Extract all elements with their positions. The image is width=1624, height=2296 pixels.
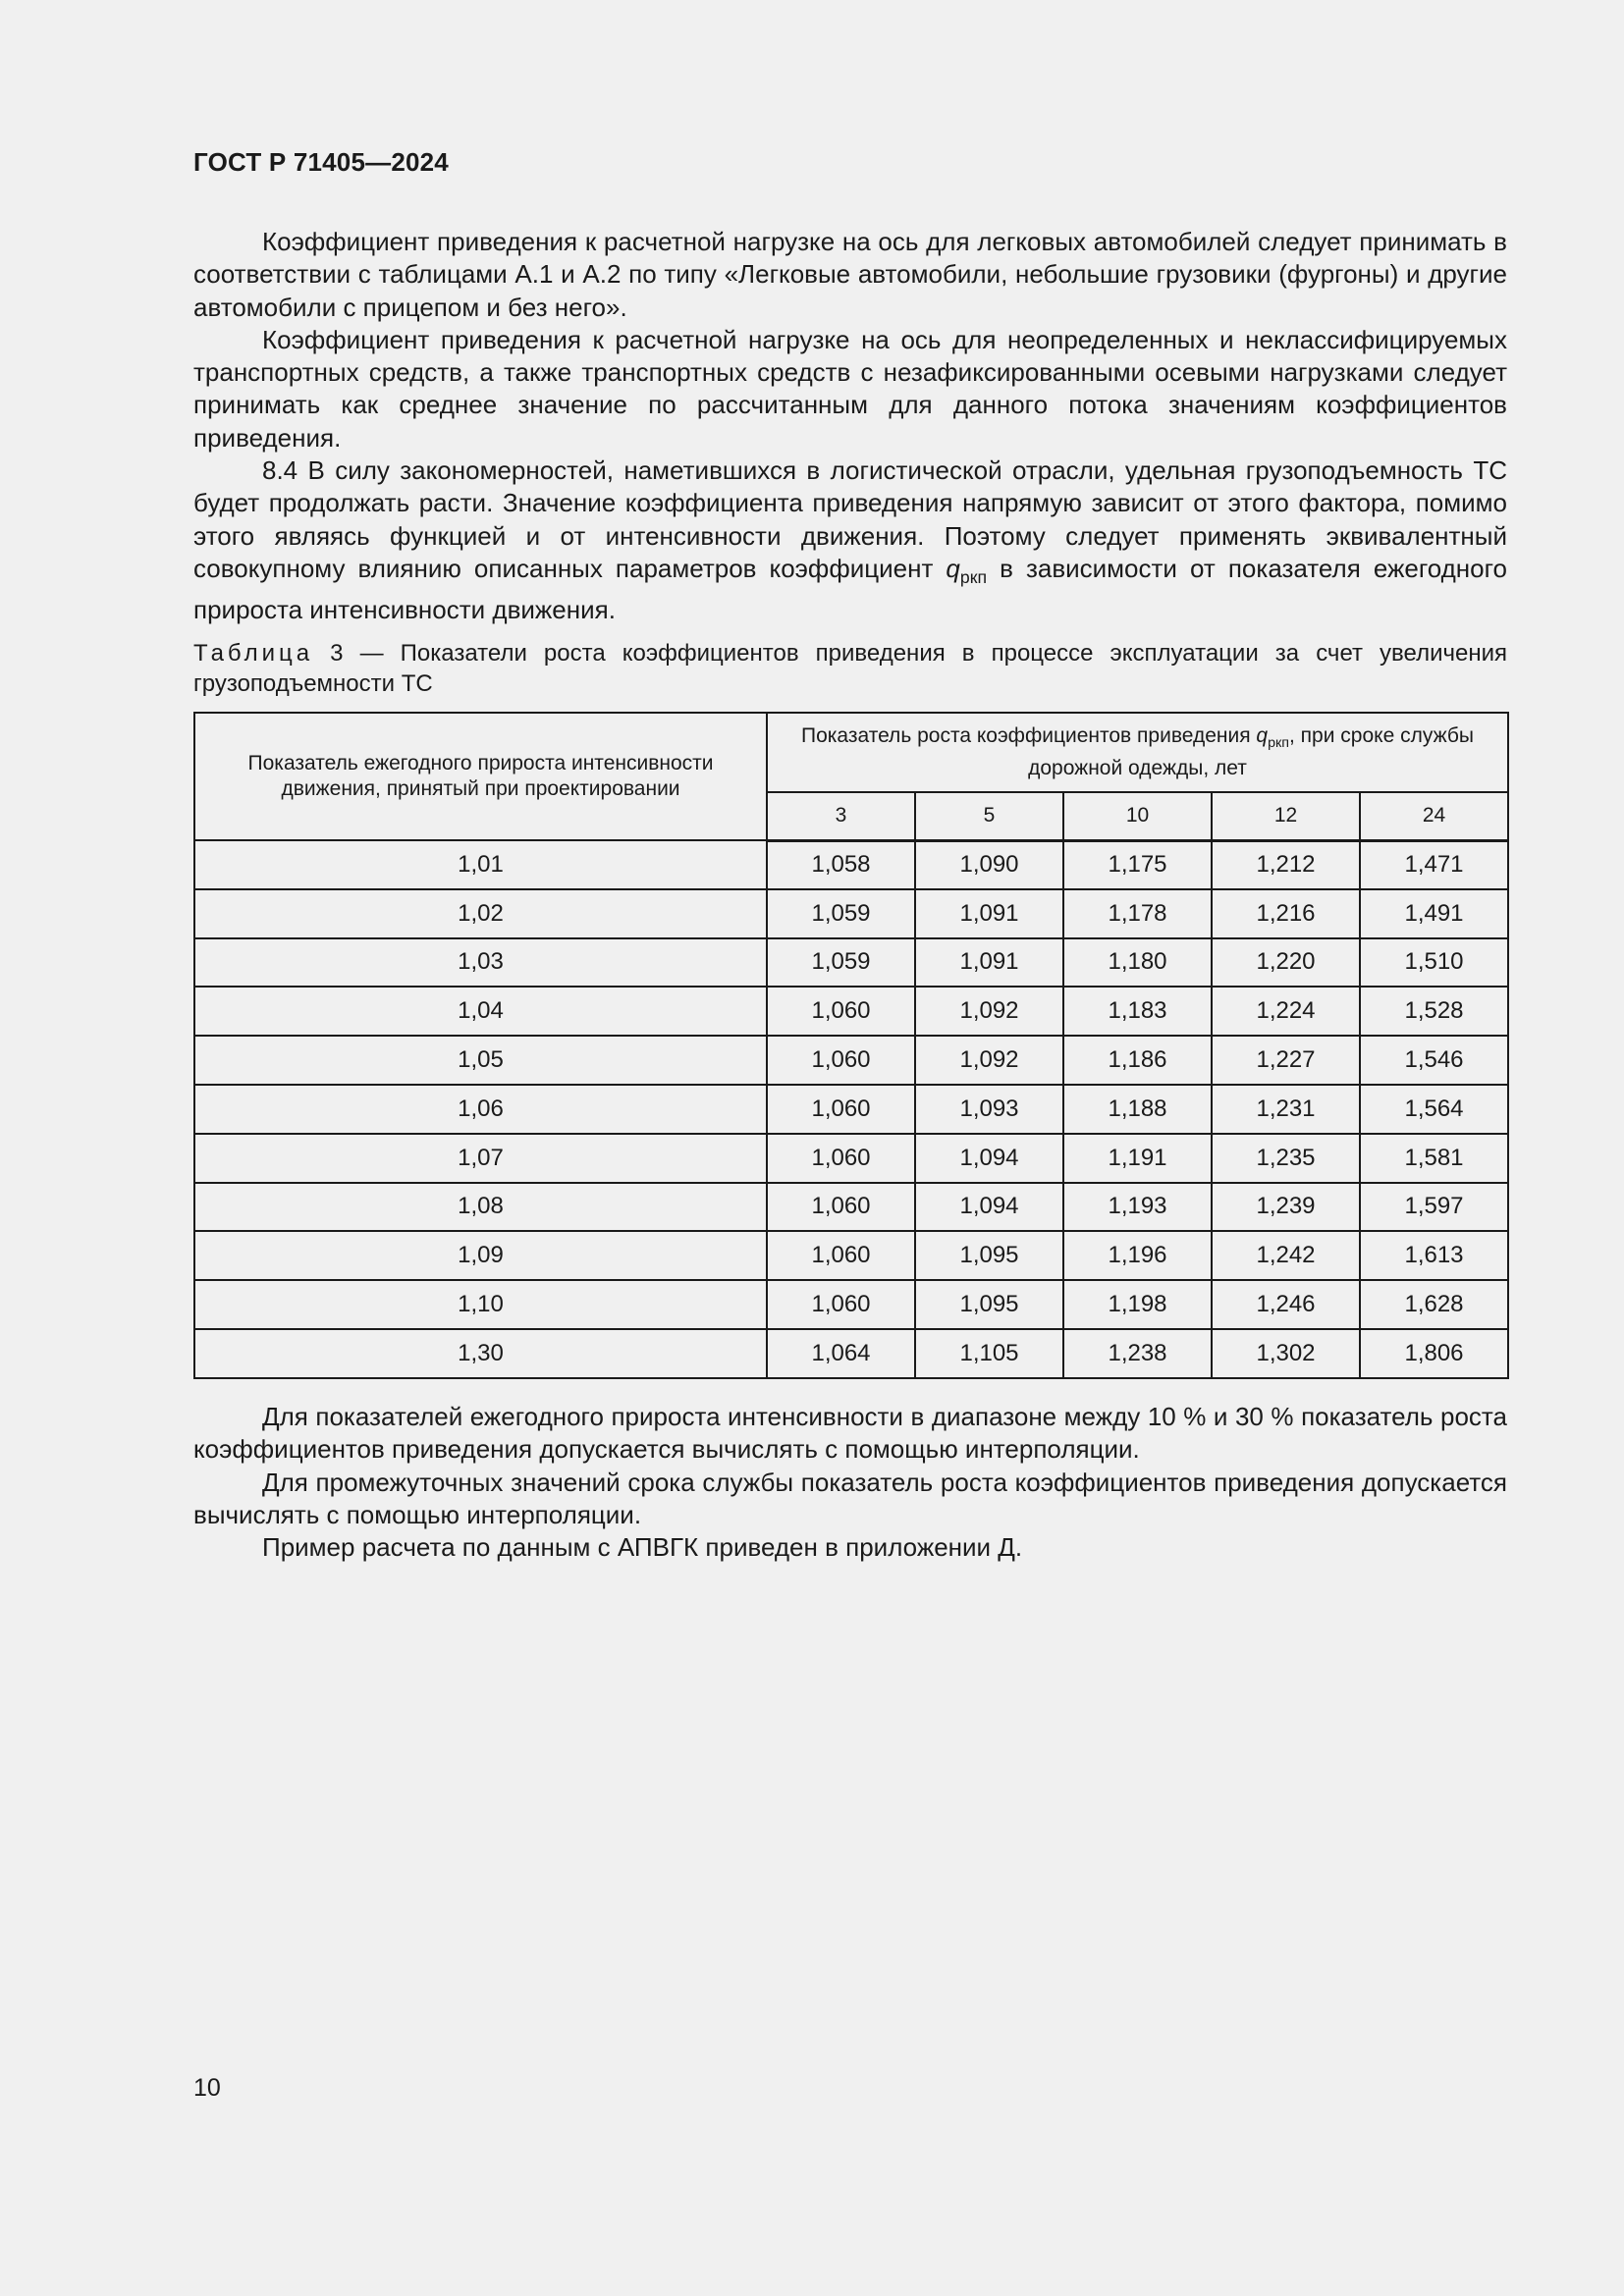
coefficient-cell: 1,239 <box>1212 1183 1360 1232</box>
coefficient-cell: 1,471 <box>1360 840 1508 889</box>
table-row <box>194 1036 1508 1085</box>
coefficient-cell: 1,093 <box>915 1085 1063 1134</box>
coefficient-cell: 1,188 <box>1063 1085 1212 1134</box>
coefficient-cell: 1,092 <box>915 987 1063 1036</box>
coefficient-cell: 1,546 <box>1360 1036 1508 1085</box>
table-row <box>194 1280 1508 1329</box>
growth-index-cell: 1,04 <box>194 987 767 1036</box>
coefficient-cell: 1,183 <box>1063 987 1212 1036</box>
coefficient-cell: 1,060 <box>767 1036 915 1085</box>
growth-index-cell: 1,05 <box>194 1036 767 1085</box>
growth-index-cell: 1,07 <box>194 1134 767 1183</box>
coefficient-cell: 1,235 <box>1212 1134 1360 1183</box>
growth-index-cell: 1,01 <box>194 840 767 889</box>
coefficient-cell: 1,060 <box>767 1134 915 1183</box>
growth-index-cell: 1,10 <box>194 1280 767 1329</box>
header-symbol: q <box>1256 723 1269 747</box>
coefficient-cell: 1,094 <box>915 1134 1063 1183</box>
table-row <box>194 938 1508 988</box>
header-text: Показатель роста коэффициентов приведения <box>800 723 1257 747</box>
coefficient-cell: 1,092 <box>915 1036 1063 1085</box>
coefficient-cell: 1,510 <box>1360 938 1508 988</box>
table-body <box>194 840 1508 1378</box>
coefficient-symbol: q <box>946 553 960 583</box>
table-row <box>194 889 1508 938</box>
column-header-year: 5 <box>915 792 1063 840</box>
document-header: ГОСТ Р 71405—2024 <box>193 147 449 177</box>
coefficient-cell: 1,178 <box>1063 889 1212 938</box>
coefficient-cell: 1,060 <box>767 1085 915 1134</box>
coefficient-cell: 1,059 <box>767 889 915 938</box>
coefficient-cell: 1,224 <box>1212 987 1360 1036</box>
header-subscript: ркп <box>1268 735 1290 752</box>
table-caption-text: 3 — Показатели роста коэффициентов приведения в процессе эксплуатации за счет увеличения грузоподъемности ТС <box>193 640 1507 697</box>
table-row <box>194 1085 1508 1134</box>
column-header-year: 10 <box>1063 792 1212 840</box>
coefficient-cell: 1,227 <box>1212 1036 1360 1085</box>
coefficient-cell: 1,064 <box>767 1329 915 1378</box>
paragraph: Для промежуточных значений срока службы показатель роста коэффициентов приведения допускается вычислять с помощью интерполяции. <box>193 1467 1507 1529</box>
page-number: 10 <box>193 2074 221 2102</box>
table-row <box>194 1183 1508 1232</box>
coefficient-cell: 1,597 <box>1360 1183 1508 1232</box>
paragraph: Для показателей ежегодного прироста интенсивности в диапазоне между 10 % и 30 % показатель роста коэффициентов приведения допускается вычислять с помощью интерполяции. <box>193 1402 1507 1465</box>
column-header-year: 24 <box>1360 792 1508 840</box>
coefficient-cell: 1,246 <box>1212 1280 1360 1329</box>
growth-index-cell: 1,03 <box>194 938 767 988</box>
paragraph-8-4 <box>193 454 1507 627</box>
coefficient-cell: 1,193 <box>1063 1183 1212 1232</box>
coefficient-table <box>193 712 1509 1379</box>
table-row <box>194 987 1508 1036</box>
coefficient-cell: 1,060 <box>767 1280 915 1329</box>
coefficient-cell: 1,058 <box>767 840 915 889</box>
growth-index-cell: 1,08 <box>194 1183 767 1232</box>
growth-index-cell: 1,09 <box>194 1231 767 1280</box>
table-row <box>194 840 1508 889</box>
coefficient-cell: 1,491 <box>1360 889 1508 938</box>
coefficient-cell: 1,216 <box>1212 889 1360 938</box>
coefficient-subscript: ркп <box>959 567 988 588</box>
coefficient-cell: 1,231 <box>1212 1085 1360 1134</box>
coefficient-cell: 1,198 <box>1063 1280 1212 1329</box>
coefficient-cell: 1,060 <box>767 987 915 1036</box>
header-text: , при сроке службы дорожной одежды, лет <box>1028 723 1474 780</box>
table-caption <box>193 638 1507 699</box>
growth-index-cell: 1,02 <box>194 889 767 938</box>
coefficient-cell: 1,196 <box>1063 1231 1212 1280</box>
growth-index-cell: 1,30 <box>194 1329 767 1378</box>
paragraph-text: 8.4 В силу закономерностей, наметившихся в логистической отрасли, удельная грузоподъемность ТС будет продолжать расти. Значение коэффициента приведения напрямую зависит от этого фактора, помимо этого являясь функцией и от интенсивности движения. Поэтому следует применять эквивалентный совокупному влиянию описанных параметров коэффициент <box>193 455 1507 583</box>
coefficient-cell: 1,175 <box>1063 840 1212 889</box>
body-text-top <box>193 226 1507 627</box>
table-row <box>194 1329 1508 1378</box>
coefficient-cell: 1,212 <box>1212 840 1360 889</box>
coefficient-cell: 1,186 <box>1063 1036 1212 1085</box>
coefficient-cell: 1,180 <box>1063 938 1212 988</box>
coefficient-cell: 1,059 <box>767 938 915 988</box>
coefficient-cell: 1,105 <box>915 1329 1063 1378</box>
coefficient-cell: 1,090 <box>915 840 1063 889</box>
column-group-header <box>767 713 1508 792</box>
coefficient-cell: 1,564 <box>1360 1085 1508 1134</box>
coefficient-cell: 1,628 <box>1360 1280 1508 1329</box>
column-header-year: 12 <box>1212 792 1360 840</box>
coefficient-cell: 1,060 <box>767 1183 915 1232</box>
growth-index-cell: 1,06 <box>194 1085 767 1134</box>
coefficient-cell: 1,091 <box>915 889 1063 938</box>
coefficient-cell: 1,060 <box>767 1231 915 1280</box>
coefficient-cell: 1,095 <box>915 1280 1063 1329</box>
paragraph: Коэффициент приведения к расчетной нагрузке на ось для легковых автомобилей следует принимать в соответствии с таблицами А.1 и А.2 по типу «Легковые автомобили, небольшие грузовики (фургоны) и другие автомобили с прицепом и без него». <box>193 227 1507 322</box>
table-row <box>194 1134 1508 1183</box>
paragraph: Коэффициент приведения к расчетной нагрузке на ось для неопределенных и неклассифицируемых транспортных средств, а также транспортных средств с незафиксированными осевыми нагрузками следует принимать как среднее значение по рассчитанным для данного потока значениям коэффициентов приведения. <box>193 324 1507 453</box>
coefficient-cell: 1,095 <box>915 1231 1063 1280</box>
table-row <box>194 1231 1508 1280</box>
paragraph-text: в зависимости от показателя ежегодного прироста интенсивности движения. <box>193 553 1507 625</box>
paragraph: Пример расчета по данным с АПВГК приведен в приложении Д. <box>262 1532 1023 1563</box>
coefficient-cell: 1,091 <box>915 938 1063 988</box>
coefficient-cell: 1,238 <box>1063 1329 1212 1378</box>
coefficient-cell: 1,302 <box>1212 1329 1360 1378</box>
body-text-bottom <box>193 1401 1507 1564</box>
column-header-growth-index: Показатель ежегодного прироста интенсивности движения, принятый при проектировании <box>194 713 767 840</box>
coefficient-cell: 1,806 <box>1360 1329 1508 1378</box>
column-header-year: 3 <box>767 792 915 840</box>
coefficient-cell: 1,094 <box>915 1183 1063 1232</box>
coefficient-cell: 1,613 <box>1360 1231 1508 1280</box>
table-caption-label: Таблица <box>193 640 314 667</box>
coefficient-cell: 1,242 <box>1212 1231 1360 1280</box>
coefficient-cell: 1,191 <box>1063 1134 1212 1183</box>
coefficient-cell: 1,528 <box>1360 987 1508 1036</box>
coefficient-cell: 1,220 <box>1212 938 1360 988</box>
coefficient-cell: 1,581 <box>1360 1134 1508 1183</box>
